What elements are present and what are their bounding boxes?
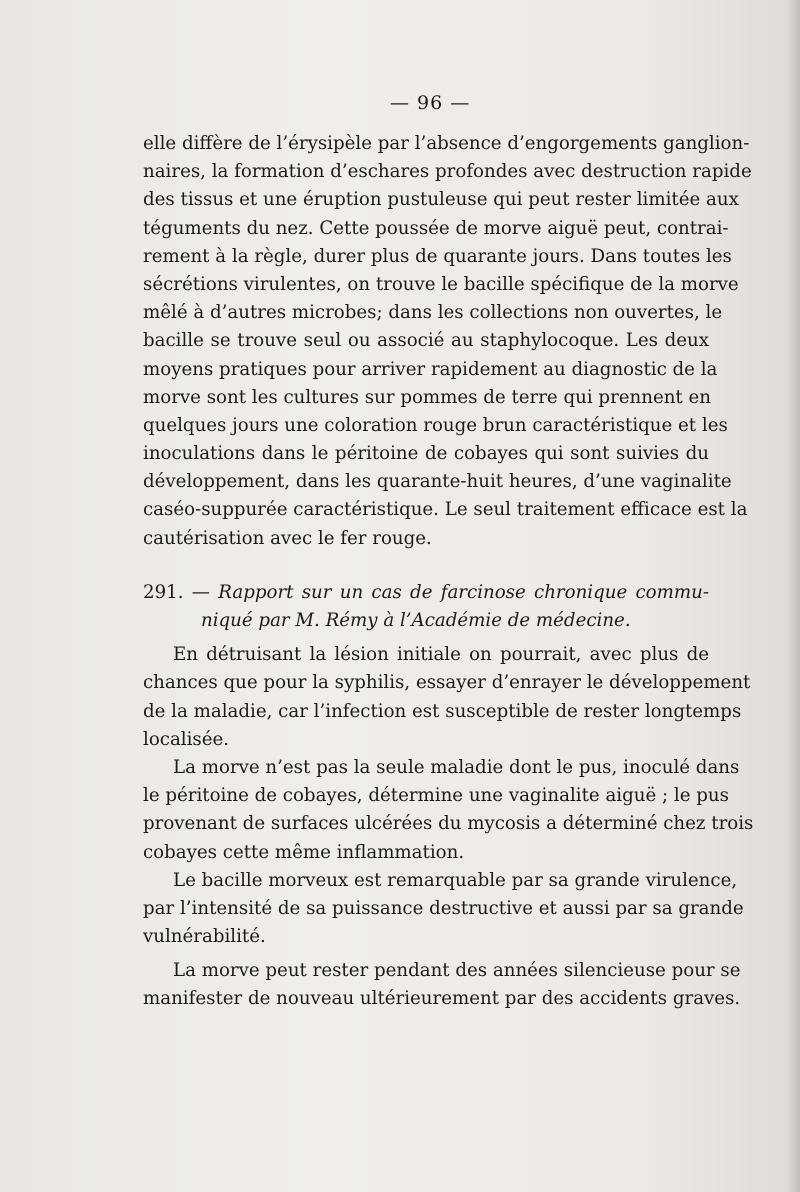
section-heading	[143, 579, 709, 635]
text-line: par l’intensité de sa puissance destructive et aussi par sa grande	[143, 897, 744, 919]
paragraph-4	[143, 867, 744, 952]
text-line: sécrétions virulentes, on trouve le bacille spécifique de la morve	[143, 273, 739, 295]
text-line: développement, dans les quarante-huit heures, d’une vaginalite	[143, 471, 732, 493]
text-line: caséo-suppurée caractéristique. Le seul traitement efficace est la	[143, 499, 748, 521]
text-line: naires, la formation d’eschares profondes avec destruction rapide	[143, 161, 752, 183]
text-line: des tissus et une éruption pustuleuse qui peut rester limitée aux	[143, 189, 739, 211]
text-line: La morve peut rester pendant des années silencieuse pour se	[173, 960, 741, 982]
page-edge-shadow	[786, 0, 800, 1192]
heading-title-part-2: niqué par M. Rémy à l’Académie de médecine.	[201, 610, 631, 631]
text-line: La morve n’est pas la seule maladie dont le pus, inoculé dans	[173, 756, 740, 778]
text-line: vulnérabilité.	[143, 926, 266, 948]
section-gap	[143, 553, 709, 579]
text-line: Le bacille morveux est remarquable par sa grande virulence,	[173, 869, 738, 891]
heading-line-1	[143, 579, 709, 607]
heading-dash: —	[191, 581, 210, 603]
text-line: cautérisation avec le fer rouge.	[143, 527, 432, 549]
text-line: de la maladie, car l’infection est susceptible de rester longtemps	[143, 700, 742, 722]
text-line: quelques jours une coloration rouge brun caractéristique et les	[143, 414, 728, 436]
text-line: inoculations dans le péritoine de cobayes qui sont suivies du	[143, 443, 709, 465]
text-line: mêlé à d’autres microbes; dans les collections non ouvertes, le	[143, 302, 723, 324]
paragraph-5	[143, 957, 741, 1013]
text-line: elle diffère de l’érysipèle par l’absence d’engorgements ganglion-	[143, 133, 750, 154]
text-line: chances que pour la syphilis, essayer d’enrayer le développement	[143, 672, 751, 694]
section-number: 291.	[143, 581, 184, 603]
page-number: — 96 —	[390, 92, 471, 114]
text-line: localisée.	[143, 728, 230, 750]
heading-title-part-1: Rapport sur un cas de farcinose chronique commu-	[218, 581, 709, 603]
text-line: rement à la règle, durer plus de quarante jours. Dans toutes les	[143, 245, 732, 267]
text-line: moyens pratiques pour arriver rapidement au diagnostic de la	[143, 358, 718, 380]
body-text	[143, 130, 754, 1014]
text-line: morve sont les cultures sur pommes de terre qui prennent en	[143, 386, 712, 408]
text-line: manifester de nouveau ultérieurement par des accidents graves.	[143, 988, 741, 1010]
text-line: bacille se trouve seul ou associé au staphylocoque. Les deux	[143, 330, 709, 352]
paragraph-2	[143, 641, 751, 754]
text-line: provenant de surfaces ulcérées du mycosis a déterminé chez trois	[143, 813, 754, 835]
paragraph-1	[143, 130, 752, 553]
text-line: En détruisant la lésion initiale on pourrait, avec plus de	[173, 644, 709, 666]
text-line: téguments du nez. Cette poussée de morve aiguë peut, contrai-	[143, 217, 729, 239]
text-line: cobayes cette même inflammation.	[143, 841, 465, 863]
paragraph-3	[143, 754, 754, 867]
text-line: le péritoine de cobayes, détermine une vaginalite aiguë ; le pus	[143, 785, 729, 807]
